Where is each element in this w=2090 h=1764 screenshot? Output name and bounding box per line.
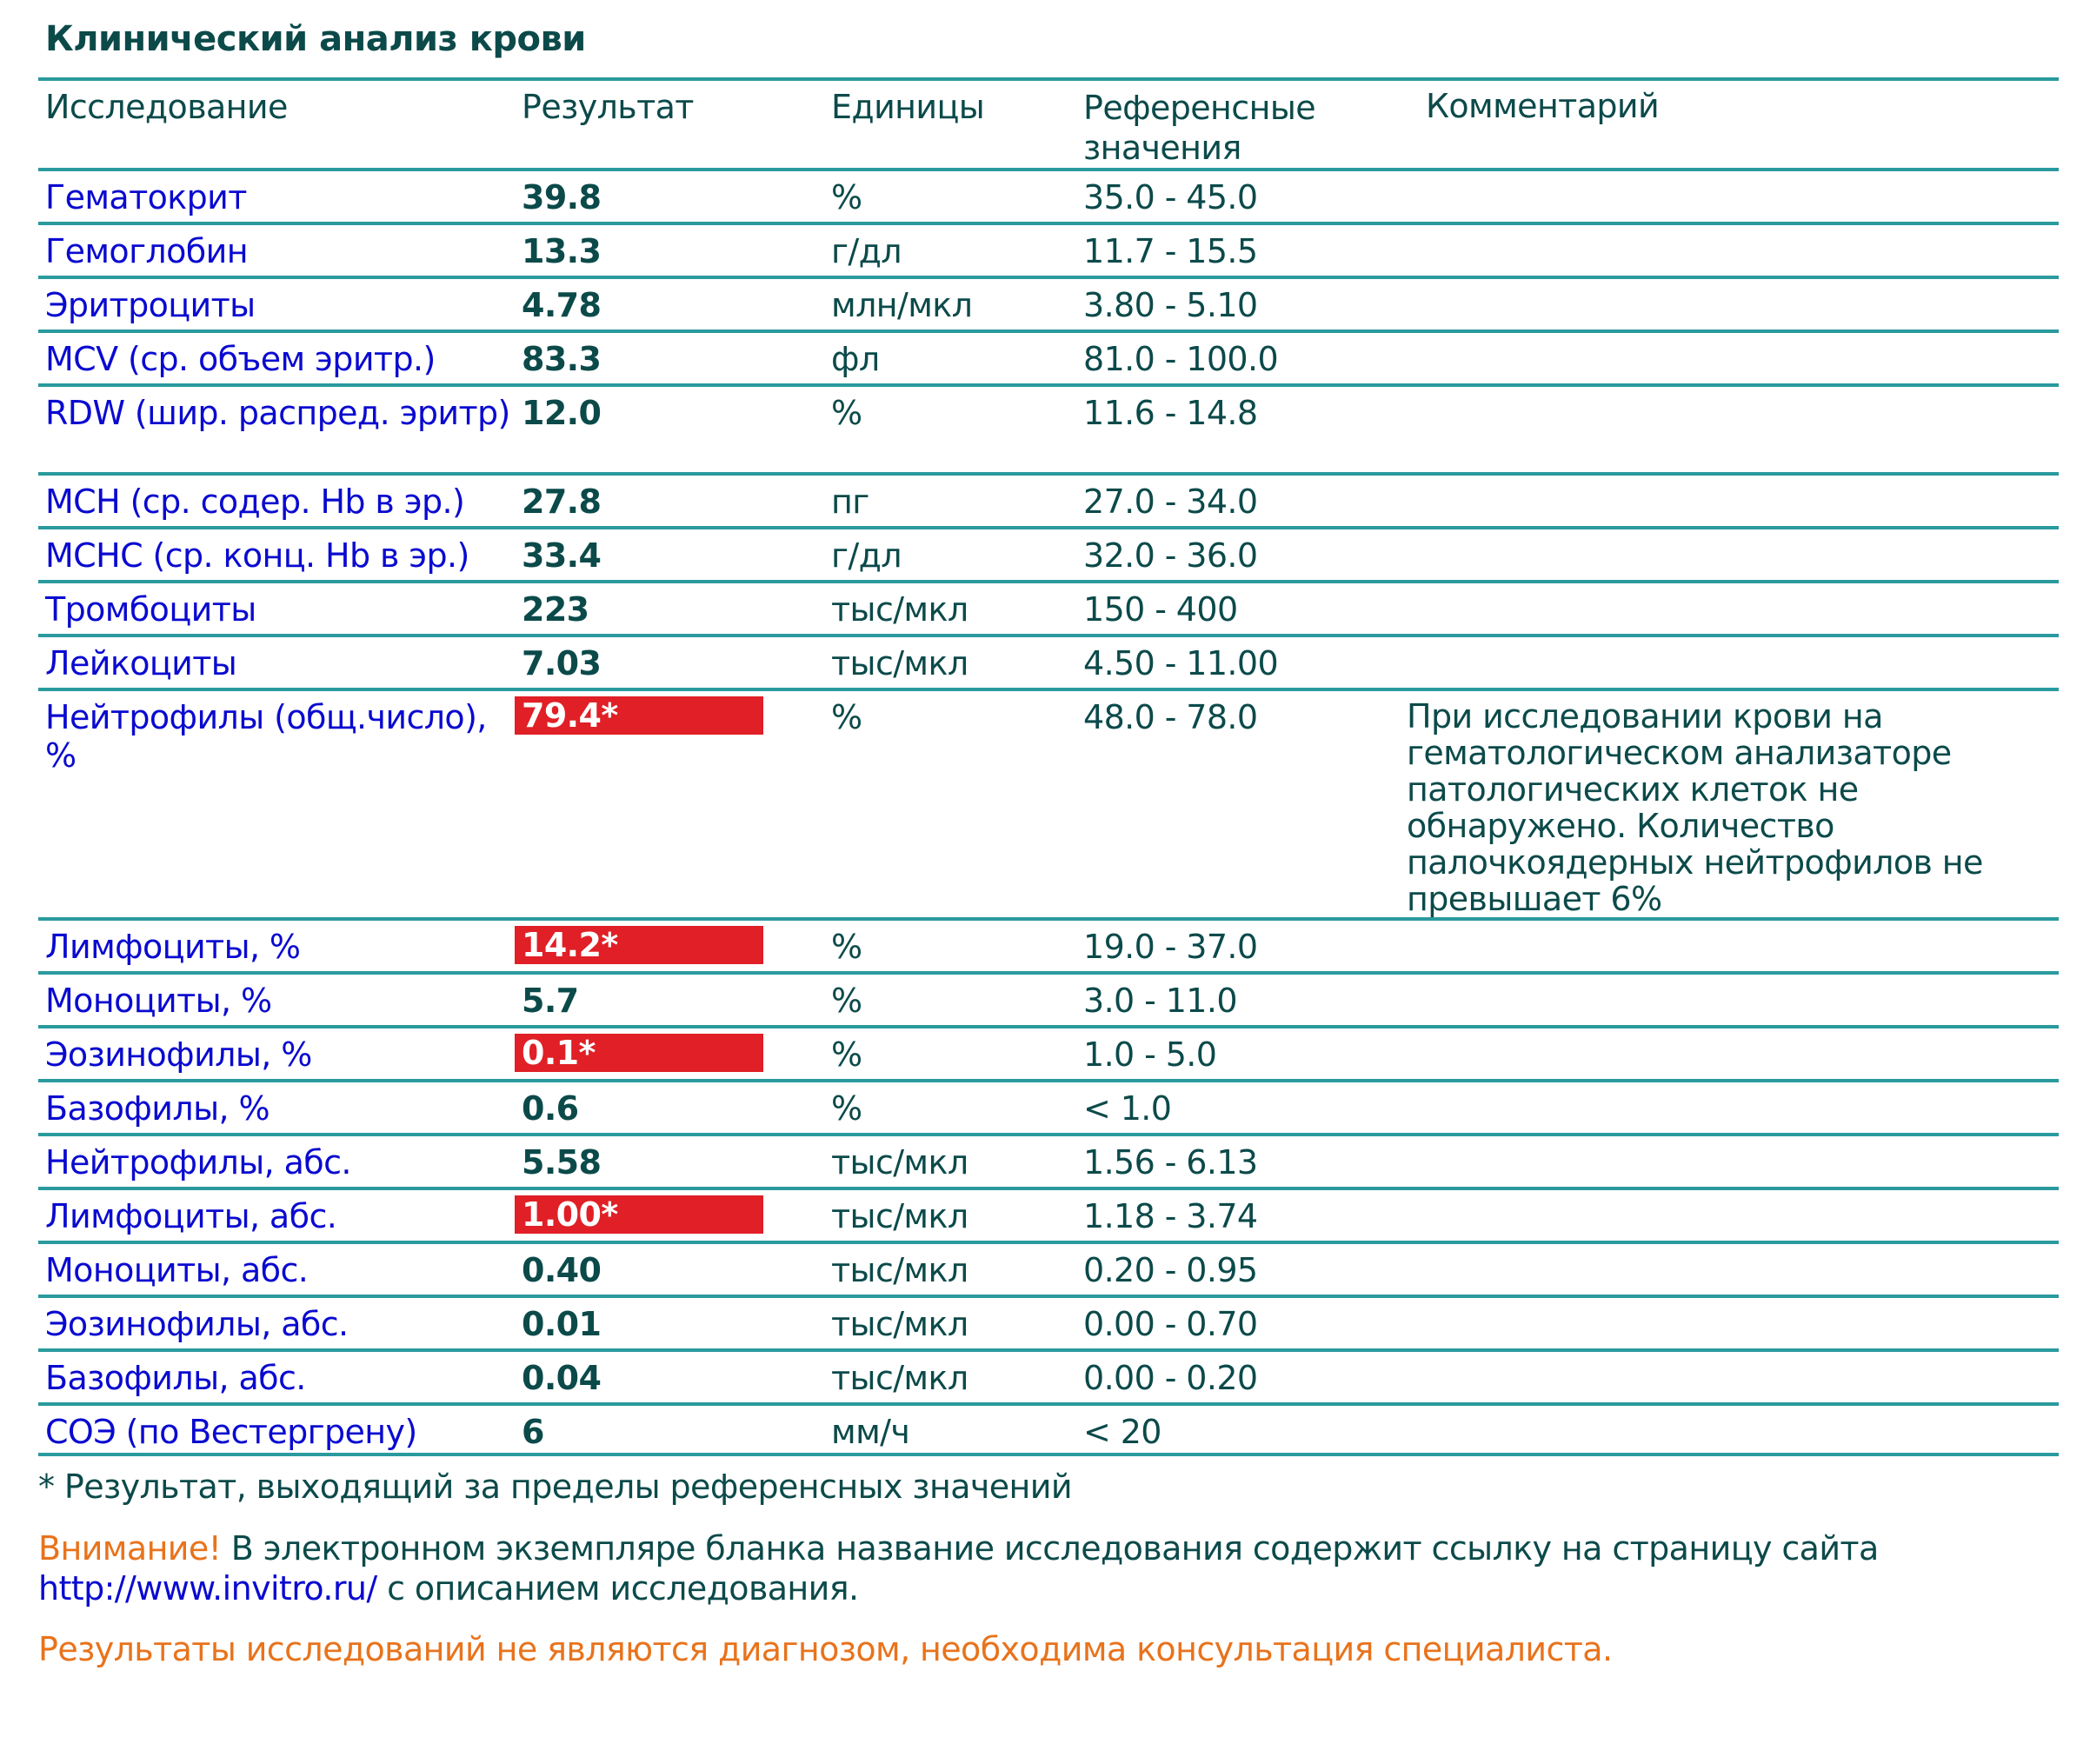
test-name-link[interactable]: Нейтрофилы, абс. — [45, 1143, 351, 1182]
reference-range: 81.0 - 100.0 — [1083, 340, 1279, 378]
reference-range: 0.00 - 0.70 — [1083, 1305, 1258, 1343]
results-table — [38, 77, 2059, 1456]
units: тыс/мкл — [831, 1143, 968, 1182]
table-row — [38, 472, 2059, 526]
reference-range: 3.80 - 5.10 — [1083, 286, 1258, 324]
units: % — [831, 698, 862, 736]
reference-range: 27.0 - 34.0 — [1083, 483, 1258, 521]
units: тыс/мкл — [831, 1197, 968, 1235]
table-row — [38, 634, 2059, 688]
link-suffix: с описанием исследования. — [376, 1569, 859, 1608]
test-name-link[interactable]: Гематокрит — [45, 178, 247, 216]
reference-range: 3.0 - 11.0 — [1083, 982, 1237, 1020]
table-row — [38, 276, 2059, 330]
reference-range: 19.0 - 37.0 — [1083, 928, 1258, 966]
test-name-link[interactable]: Лимфоциты, % — [45, 928, 301, 966]
units: млн/мкл — [831, 286, 973, 324]
table-row — [38, 1133, 2059, 1187]
result-value: 33.4 — [522, 536, 602, 575]
result-value: 7.03 — [522, 644, 602, 682]
test-name-link[interactable]: MCH (ср. содер. Hb в эр.) — [45, 483, 465, 521]
reference-range: 11.7 - 15.5 — [1083, 232, 1258, 270]
units: % — [831, 394, 862, 432]
test-name-link[interactable]: Нейтрофилы (общ.число), % — [45, 698, 487, 775]
reference-range: 0.20 - 0.95 — [1083, 1251, 1258, 1289]
column-header-units: Единицы — [831, 88, 985, 126]
attention-label: Внимание! — [38, 1529, 222, 1568]
test-name-link[interactable]: Моноциты, абс. — [45, 1251, 309, 1289]
test-name-link[interactable]: MCV (ср. объем эритр.) — [45, 340, 436, 378]
table-row — [38, 1402, 2059, 1456]
reference-range: 1.0 - 5.0 — [1083, 1035, 1217, 1074]
table-row — [38, 526, 2059, 580]
result-value: 223 — [522, 590, 589, 629]
test-name-link[interactable]: Эритроциты — [45, 286, 256, 324]
table-row — [38, 1187, 2059, 1241]
units: тыс/мкл — [831, 1359, 968, 1397]
units: пг — [831, 483, 869, 521]
reference-range: 1.56 - 6.13 — [1083, 1143, 1258, 1182]
result-value: 0.04 — [522, 1359, 602, 1397]
test-name-link[interactable]: MCHC (ср. конц. Hb в эр.) — [45, 536, 469, 575]
result-value: 13.3 — [522, 232, 602, 270]
result-value-flagged: 14.2* — [515, 926, 763, 964]
result-value: 27.8 — [522, 483, 602, 521]
units: мм/ч — [831, 1413, 910, 1451]
reference-range: 0.00 - 0.20 — [1083, 1359, 1258, 1397]
result-value: 5.7 — [522, 982, 579, 1020]
reference-range: 11.6 - 14.8 — [1083, 394, 1258, 432]
invitro-link[interactable]: http://www.invitro.ru/ — [38, 1569, 377, 1608]
test-name-link[interactable]: RDW (шир. распред. эритр) — [45, 394, 510, 432]
column-header-name: Исследование — [45, 88, 288, 126]
units: % — [831, 1089, 862, 1128]
table-row — [38, 580, 2059, 634]
units: % — [831, 178, 862, 216]
table-row — [38, 917, 2059, 971]
result-value-flagged: 0.1* — [515, 1034, 763, 1072]
units: % — [831, 982, 862, 1020]
reference-range: 1.18 - 3.74 — [1083, 1197, 1258, 1235]
units: фл — [831, 340, 880, 378]
table-row — [38, 1025, 2059, 1079]
units: % — [831, 928, 862, 966]
column-header-comment: Комментарий — [1426, 87, 1660, 125]
reference-range: 48.0 - 78.0 — [1083, 698, 1258, 736]
disclaimer: Результаты исследований не являются диагнозом, необходима консультация специалиста. — [38, 1630, 1613, 1668]
test-name-link[interactable]: Моноциты, % — [45, 982, 272, 1020]
result-value: 5.58 — [522, 1143, 602, 1182]
page-title: Клинический анализ крови — [45, 19, 586, 59]
result-value: 83.3 — [522, 340, 602, 378]
attention-text: В электронном экземпляре бланка название исследования содержит ссылку на страницу сайта — [221, 1529, 1879, 1568]
result-value: 39.8 — [522, 178, 602, 216]
units: тыс/мкл — [831, 644, 968, 682]
reference-range: 4.50 - 11.00 — [1083, 644, 1279, 682]
units: тыс/мкл — [831, 1305, 968, 1343]
result-value: 6 — [522, 1413, 544, 1451]
test-name-link[interactable]: Базофилы, % — [45, 1089, 270, 1128]
test-name-link[interactable]: Лимфоциты, абс. — [45, 1197, 337, 1235]
reference-range: 32.0 - 36.0 — [1083, 536, 1258, 575]
test-name-link[interactable]: Гемоглобин — [45, 232, 248, 270]
test-name-link[interactable]: Лейкоциты — [45, 644, 237, 682]
table-row — [38, 168, 2059, 222]
test-name-link[interactable]: Эозинофилы, % — [45, 1035, 312, 1074]
reference-range: < 20 — [1083, 1413, 1161, 1451]
out-of-range-note: * Результат, выходящий за пределы референсных значений — [38, 1468, 1072, 1506]
result-value: 0.6 — [522, 1089, 579, 1128]
table-row — [38, 383, 2059, 472]
result-value: 0.40 — [522, 1251, 602, 1289]
table-row — [38, 330, 2059, 383]
result-value: 4.78 — [522, 286, 602, 324]
units: г/дл — [831, 536, 902, 575]
table-row — [38, 222, 2059, 276]
comment: При исследовании крови на гематологическом анализаторе патологических клеток не обнаружено. Количество палочкоядерных нейтрофилов не превышает 6% — [1407, 697, 1983, 918]
table-row — [38, 1241, 2059, 1295]
table-row — [38, 1079, 2059, 1133]
column-header-reference: Референсные значения — [1083, 89, 1316, 167]
table-row — [38, 971, 2059, 1025]
test-name-link[interactable]: СОЭ (по Вестергрену) — [45, 1413, 417, 1451]
test-name-link[interactable]: Базофилы, абс. — [45, 1359, 306, 1397]
reference-range: 150 - 400 — [1083, 590, 1238, 629]
test-name-link[interactable]: Эозинофилы, абс. — [45, 1305, 349, 1343]
result-value-flagged: 79.4* — [515, 696, 763, 735]
column-header-result: Результат — [522, 88, 694, 126]
reference-range: < 1.0 — [1083, 1089, 1172, 1128]
reference-range: 35.0 - 45.0 — [1083, 178, 1258, 216]
table-row — [38, 688, 2059, 917]
attention-notice — [38, 1528, 1951, 1608]
result-value: 12.0 — [522, 394, 602, 432]
table-body — [38, 168, 2059, 1456]
table-row — [38, 1295, 2059, 1348]
units: г/дл — [831, 232, 902, 270]
result-value: 0.01 — [522, 1305, 602, 1343]
units: тыс/мкл — [831, 1251, 968, 1289]
result-value-flagged: 1.00* — [515, 1195, 763, 1234]
units: тыс/мкл — [831, 590, 968, 629]
units: % — [831, 1035, 862, 1074]
table-row — [38, 1348, 2059, 1402]
test-name-link[interactable]: Тромбоциты — [45, 590, 256, 629]
table-header — [38, 77, 2059, 168]
